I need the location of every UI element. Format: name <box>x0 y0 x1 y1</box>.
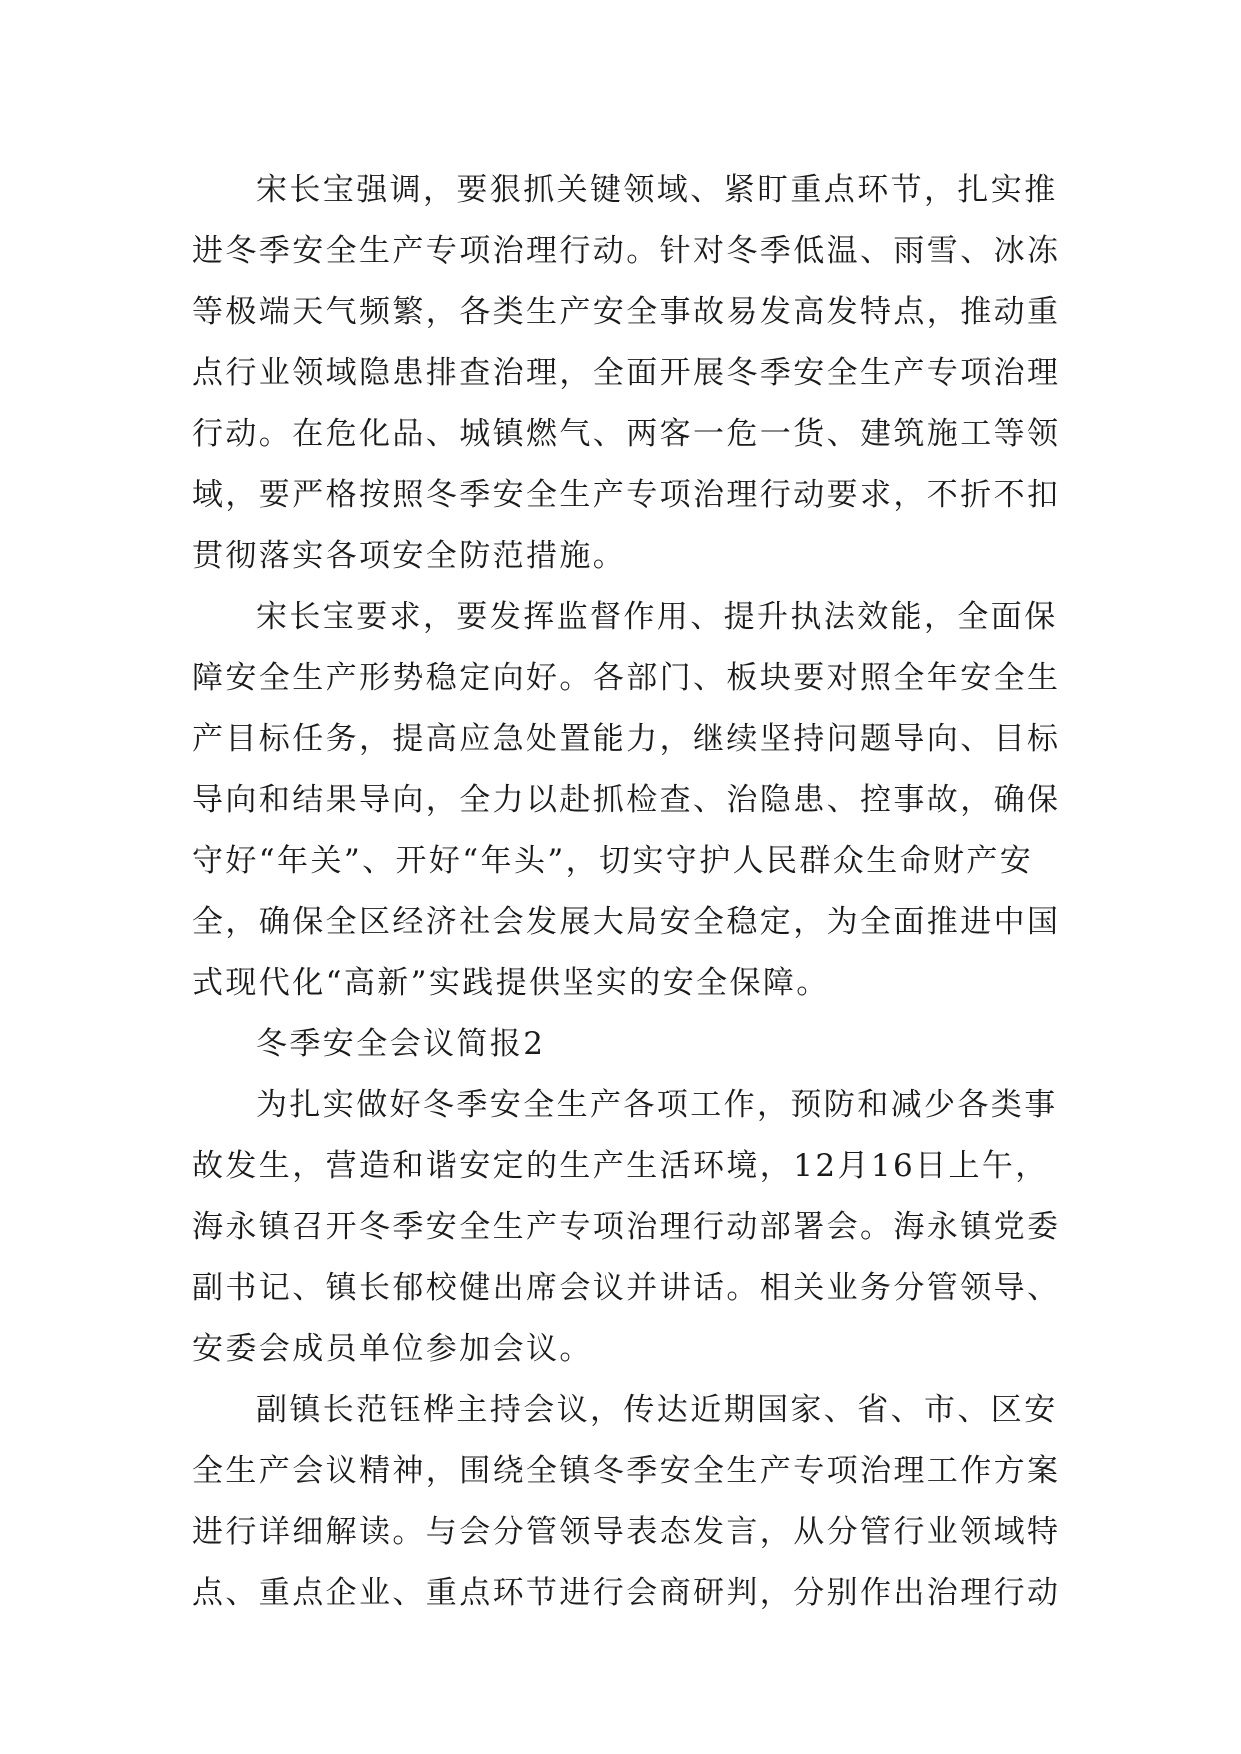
paragraph-line: 为扎实做好冬季安全生产各项工作，预防和减少各类事 <box>256 1087 1058 1123</box>
paragraph-line: 进冬季安全生产专项治理行动。针对冬季低温、雨雪、冰冻 <box>192 233 1061 269</box>
paragraph-meeting-details <box>192 1380 1072 1624</box>
paragraph-line: 障安全生产形势稳定向好。各部门、板块要对照全年安全生 <box>192 660 1061 696</box>
section-title: 冬季安全会议简报2 <box>256 1026 546 1062</box>
paragraph-line: 行动。在危化品、城镇燃气、两客一危一货、建筑施工等领 <box>192 416 1061 452</box>
paragraph-line: 导向和结果导向，全力以赴抓检查、治隐患、控事故，确保 <box>192 782 1061 818</box>
paragraph-line: 副书记、镇长郁校健出席会议并讲话。相关业务分管领导、 <box>192 1270 1061 1306</box>
document-body <box>192 160 1072 1624</box>
paragraph-line: 宋长宝强调，要狠抓关键领域、紧盯重点环节，扎实推 <box>256 172 1058 208</box>
paragraph-line: 全生产会议精神，围绕全镇冬季安全生产专项治理工作方案 <box>192 1453 1061 1489</box>
paragraph-line: 域，要严格按照冬季安全生产专项治理行动要求，不折不扣 <box>192 477 1061 513</box>
paragraph-line: 式现代化“高新”实践提供坚实的安全保障。 <box>192 965 830 1001</box>
paragraph-line: 安委会成员单位参加会议。 <box>192 1331 593 1367</box>
paragraph-line: 故发生，营造和谐安定的生产生活环境，12月16日上午， <box>192 1148 1049 1184</box>
paragraph-line: 守好“年关”、开好“年头”，切实守护人民群众生命财产安 <box>192 843 1034 879</box>
paragraph-emphasis <box>192 160 1072 587</box>
paragraph-line: 等极端天气频繁，各类生产安全事故易发高发特点，推动重 <box>192 294 1061 330</box>
section-heading <box>192 1014 1072 1075</box>
paragraph-line: 点、重点企业、重点环节进行会商研判，分别作出治理行动 <box>192 1575 1061 1611</box>
paragraph-line: 海永镇召开冬季安全生产专项治理行动部署会。海永镇党委 <box>192 1209 1061 1245</box>
paragraph-line: 宋长宝要求，要发挥监督作用、提升执法效能，全面保 <box>256 599 1058 635</box>
paragraph-line: 点行业领域隐患排查治理，全面开展冬季安全生产专项治理 <box>192 355 1061 391</box>
paragraph-line: 贯彻落实各项安全防范措施。 <box>192 538 627 574</box>
paragraph-line: 全，确保全区经济社会发展大局安全稳定，为全面推进中国 <box>192 904 1061 940</box>
paragraph-line: 产目标任务，提高应急处置能力，继续坚持问题导向、目标 <box>192 721 1061 757</box>
paragraph-line: 进行详细解读。与会分管领导表态发言，从分管行业领域特 <box>192 1514 1061 1550</box>
paragraph-requirements <box>192 587 1072 1014</box>
paragraph-meeting-intro <box>192 1075 1072 1380</box>
paragraph-line: 副镇长范钰桦主持会议，传达近期国家、省、市、区安 <box>256 1392 1058 1428</box>
